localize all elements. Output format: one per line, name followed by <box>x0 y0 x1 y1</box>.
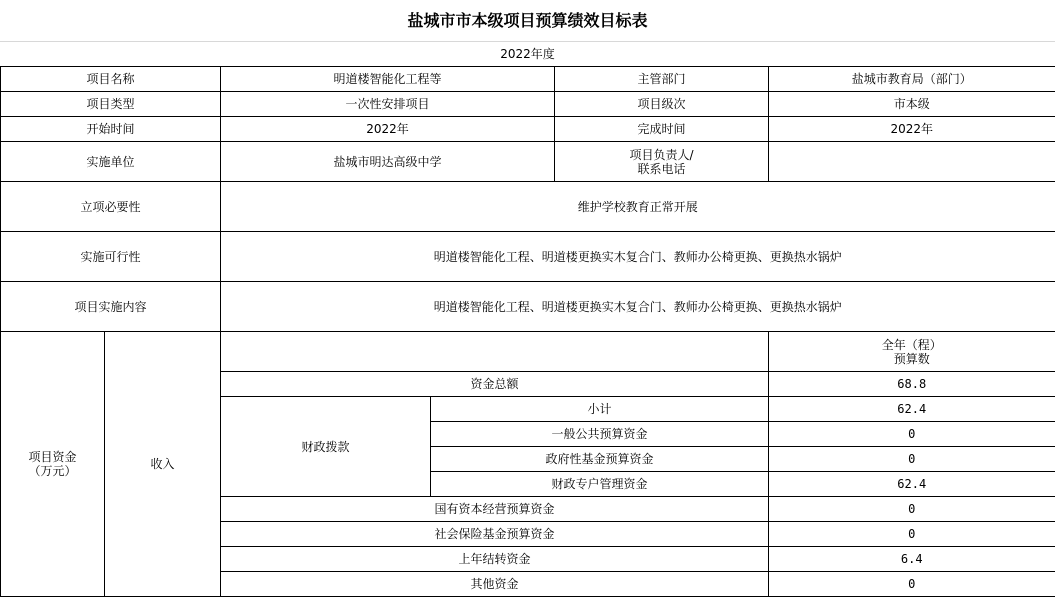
social-insurance-value: 0 <box>769 522 1055 547</box>
state-capital-label: 国有资本经营预算资金 <box>221 497 769 522</box>
other-funds-label: 其他资金 <box>221 572 769 597</box>
dept-value: 盐城市教育局（部门） <box>769 67 1055 92</box>
special-account-value: 62.4 <box>769 472 1055 497</box>
carryover-value: 6.4 <box>769 547 1055 572</box>
other-funds-value: 0 <box>769 572 1055 597</box>
annual-budget-header <box>769 332 1055 372</box>
funds-header-blank <box>221 332 769 372</box>
general-budget-label: 一般公共预算资金 <box>431 422 769 447</box>
content-label: 项目实施内容 <box>1 282 221 332</box>
subtotal-label: 小计 <box>431 397 769 422</box>
budget-table <box>0 66 1055 597</box>
carryover-label: 上年结转资金 <box>221 547 769 572</box>
general-budget-value: 0 <box>769 422 1055 447</box>
total-label: 资金总额 <box>221 372 769 397</box>
table-row <box>1 92 1055 117</box>
social-insurance-label: 社会保险基金预算资金 <box>221 522 769 547</box>
gov-fund-value: 0 <box>769 447 1055 472</box>
fiscal-allocation-label: 财政拨款 <box>221 397 431 497</box>
owner-label-line1: 项目负责人/ <box>629 147 694 162</box>
table-row <box>1 332 1055 372</box>
end-time-value: 2022年 <box>769 117 1055 142</box>
gov-fund-label: 政府性基金预算资金 <box>431 447 769 472</box>
dept-label: 主管部门 <box>555 67 769 92</box>
owner-value <box>769 142 1055 182</box>
table-row <box>1 142 1055 182</box>
project-funds-label-line1: 项目资金 <box>28 450 77 464</box>
unit-label: 实施单位 <box>1 142 221 182</box>
project-level-label: 项目级次 <box>555 92 769 117</box>
table-row <box>1 232 1055 282</box>
table-row <box>1 282 1055 332</box>
state-capital-value: 0 <box>769 497 1055 522</box>
start-time-value: 2022年 <box>221 117 555 142</box>
income-label: 收入 <box>105 332 221 597</box>
annual-header-line2: 预算数 <box>893 351 930 366</box>
project-type-value: 一次性安排项目 <box>221 92 555 117</box>
necessity-value: 维护学校教育正常开展 <box>221 182 1055 232</box>
project-name-label: 项目名称 <box>1 67 221 92</box>
table-row <box>1 182 1055 232</box>
project-funds-label <box>1 332 105 597</box>
start-time-label: 开始时间 <box>1 117 221 142</box>
feasibility-label: 实施可行性 <box>1 232 221 282</box>
special-account-label: 财政专户管理资金 <box>431 472 769 497</box>
fiscal-year: 2022年度 <box>500 47 555 61</box>
table-row <box>1 117 1055 142</box>
project-name-value: 明道楼智能化工程等 <box>221 67 555 92</box>
necessity-label: 立项必要性 <box>1 182 221 232</box>
content-value: 明道楼智能化工程、明道楼更换实木复合门、教师办公椅更换、更换热水锅炉 <box>221 282 1055 332</box>
page-title: 盐城市市本级项目预算绩效目标表 <box>0 0 1055 42</box>
annual-header-line1: 全年（程） <box>881 337 942 352</box>
total-value: 68.8 <box>769 372 1055 397</box>
subtotal-value: 62.4 <box>769 397 1055 422</box>
project-level-value: 市本级 <box>769 92 1055 117</box>
feasibility-value: 明道楼智能化工程、明道楼更换实木复合门、教师办公椅更换、更换热水锅炉 <box>221 232 1055 282</box>
end-time-label: 完成时间 <box>555 117 769 142</box>
owner-label-line2: 联系电话 <box>637 161 686 176</box>
project-funds-label-line2: （万元） <box>28 464 77 478</box>
unit-value: 盐城市明达高级中学 <box>221 142 555 182</box>
owner-label <box>555 142 769 182</box>
table-row <box>1 67 1055 92</box>
project-type-label: 项目类型 <box>1 92 221 117</box>
